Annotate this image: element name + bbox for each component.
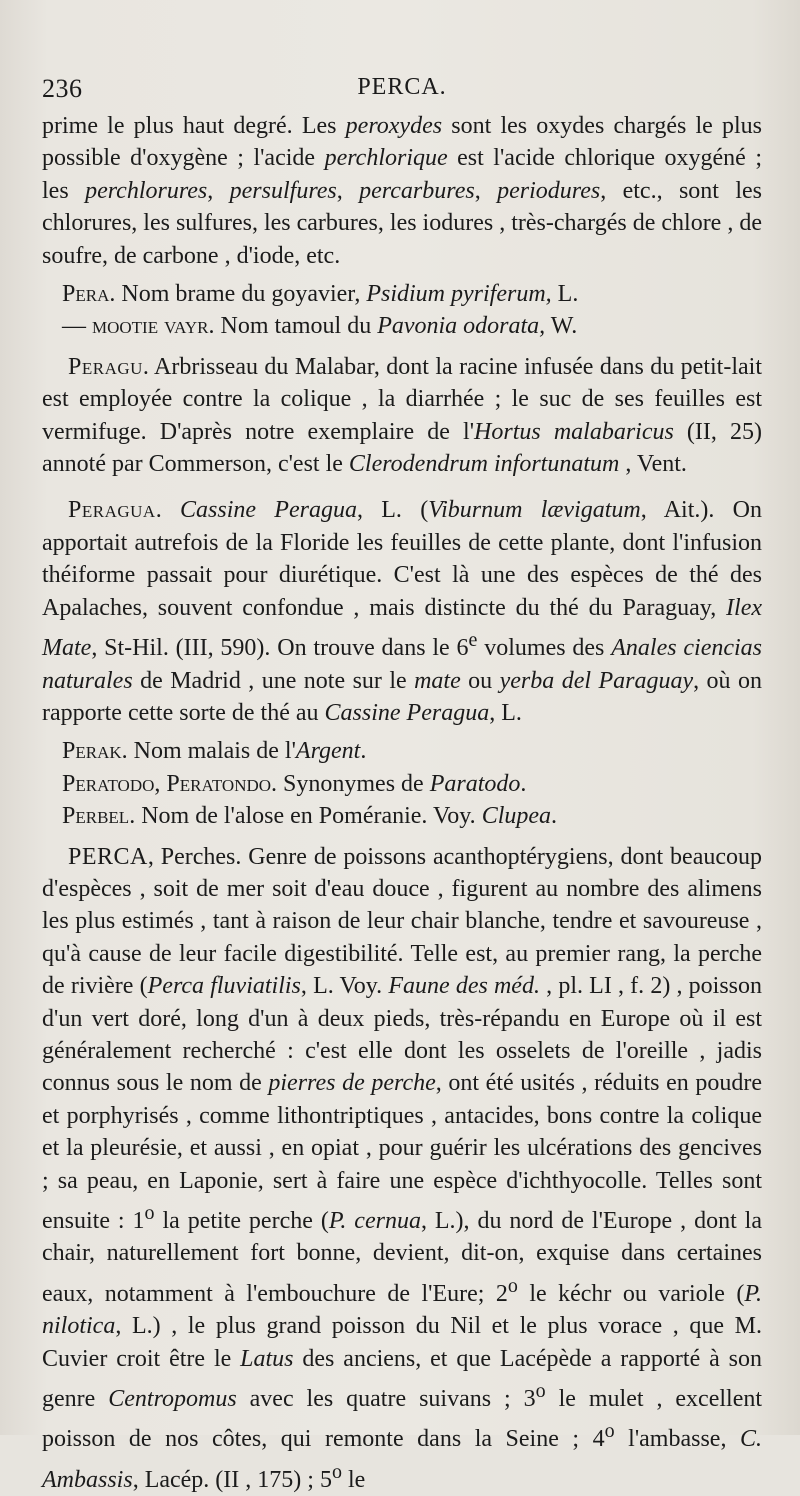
entry-peragu: Peragu. Arbrisseau du Malabar, dont la racine infusée dans du petit-lait est employée contre la colique , la diarrhée ; le suc de ses feuilles est vermifuge. D'après notre exemplaire de l'Hortus malabaricus (II, 25) annoté par Commerson, c'est le Clerodendrum infortunatum , Vent. [42, 353, 763, 478]
paragraph-per-prefix: prime le plus haut degré. Les peroxydes sont les oxydes chargés le plus possible d'oxygène ; l'acide perchlorique est l'acide chlorique oxygéné ; les perchlorures, persulfures, percarbures, periodures, etc., sont les chlorures, les sulfures, les carbures, les iodures , très-chargés de chlore , de soufre, de carbone , d'iode, etc. [42, 113, 763, 269]
page-number: 236 [42, 74, 83, 103]
entry-peragua: Peragua. Cassine Peragua, L. (Viburnum lævigatum, Ait.). On apportait autrefois de la Floride les feuilles de cette plante, dont l'infusion théiforme passait pour diurétique. C'est là une des espèces de thé des Apalaches, souvent confondue , mais distincte du thé du Paraguay, Ilex Mate, St-Hil. (III, 590). On trouve dans le 6e volumes des Anales ciencias naturales de Madrid , une note sur le mate ou yerba del Paraguay, où on rapporte cette sorte de thé au Cassine Peragua, L. [42, 497, 763, 726]
entry-pera: Pera. Nom brame du goyavier, Psidium pyriferum, L. [62, 281, 579, 308]
headword: Perak [62, 738, 122, 765]
page-body [42, 110, 762, 1496]
entry-perca: PERCA, Perches. Genre de poissons acanthoptérygiens, dont beaucoup d'espèces , soit de mer soit d'eau douce , figurent au nombre des alimens les plus estimés , tant à raison de leur chair blanche, tendre et savoureuse , qu'à cause de leur facile digestibilité. Telle est, au premier rang, la perche de rivière (Perca fluviatilis, L. Voy. Faune des méd. , pl. LI , f. 2) , poisson d'un vert doré, long d'un à deux pieds, très-répandu en Europe où il est généralement recherché : c'est elle dont les osselets de l'oreille , jadis connus sous le nom de pierres de perche, ont été usités , réduits en poudre et porphyrisés , comme lithontriptiques , antacides, bons contre la colique et la pleurésie, et aussi , en opiat , pour guérir les ulcérations des gencives ; sa peau, en Laponie, sert à faire une espèce d'ichthyocolle. Telles sont ensuite : 1$^o$ la petite perche (P. cernua, L.), du nord de l'Europe , dont la chair, naturellement fort bonne, devient, dit-on, exquise dans certaines eaux, notamment à l'embouchure de l'Eure; 2$^o$ le kéchr ou variole (P. nilotica, L.) , le plus grand poisson du Nil et le plus vorace , que M. Cuvier croit être le Latus des anciens, et que Lacépède a rapporté à son genre Centropomus avec les quatre suivans ; 3$^o$ le mulet , excellent poisson de nos côtes, qui remonte dans la Seine ; 4$^o$ l'ambasse, C. Ambassis, Lacép. (II , 175) ; 5$^o$ le [42, 843, 763, 1493]
entry-perbel: Perbel. Nom de l'alose en Poméranie. Voy. Clupea. [62, 803, 558, 830]
headword: Pera [62, 281, 110, 308]
headword: Peragu [68, 353, 143, 380]
headword: Perbel [62, 803, 130, 830]
running-head [42, 70, 762, 110]
entry-peratodo: Peratodo, Peratondo. Synonymes de Paratodo. [62, 770, 527, 797]
headword: PERCA [68, 843, 148, 870]
entry-perak: Perak. Nom malais de l'Argent. [62, 738, 367, 765]
headword: Peratodo [62, 770, 155, 797]
entry-mootie-vayr: — mootie vayr. Nom tamoul du Pavonia odorata, W. [62, 313, 578, 340]
headword: mootie vayr [92, 313, 209, 340]
running-title: PERCA. [357, 74, 447, 100]
headword: Peragua [68, 497, 156, 524]
